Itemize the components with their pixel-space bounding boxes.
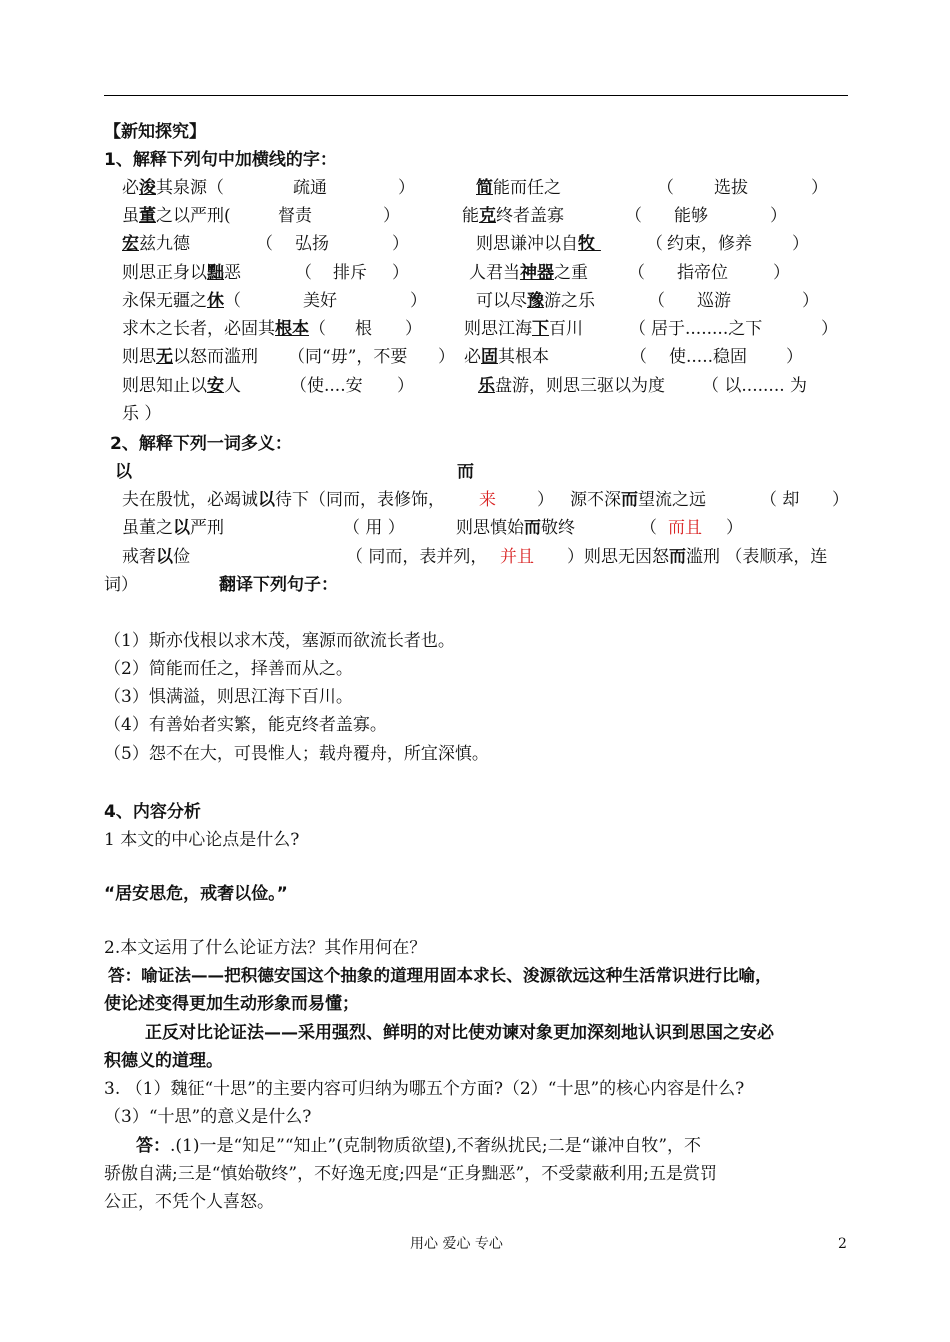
paren: ）	[392, 234, 409, 254]
q1-answer-11: 根	[355, 319, 372, 339]
paren: ）	[438, 347, 455, 367]
q1-answer-13: （同“毋”，不要	[288, 347, 408, 367]
q1-answer-3: 督责	[278, 206, 312, 226]
paren: ）	[786, 347, 803, 367]
paren: ）	[405, 319, 422, 339]
paren: ）	[773, 263, 790, 283]
paren: （	[630, 347, 647, 367]
q1-item-10: 可以尽豫游之乐	[476, 291, 595, 311]
q1-item-12: 则思江海下百川	[464, 319, 583, 339]
paren: （	[640, 518, 657, 538]
q1-title: 1、解释下列句中加横线的字：	[104, 150, 337, 170]
q1-answer-6: 约束，修养	[667, 234, 752, 254]
q2-row-1b: 源不深而望流之远	[570, 490, 706, 510]
q1-answer-7: 排斥	[333, 263, 367, 283]
q1-answer-9: 美好	[303, 291, 337, 311]
q4-ans2-line4: 积德义的道理。	[104, 1051, 223, 1071]
paren: ）	[832, 490, 849, 510]
q1-item-11: 求木之长者，必固其根本（	[122, 319, 326, 339]
q2-red-bingqie: 并且	[500, 547, 534, 567]
paren: ）	[537, 490, 554, 510]
paren: （	[295, 263, 312, 283]
q1-answer-12: 居于........之下	[651, 319, 763, 339]
footer-motto: 用心 爱心 专心	[410, 1236, 503, 1252]
paren: ）	[398, 178, 415, 198]
translation-5: （5）怨不在大，可畏惟人；载舟覆舟，所宜深慎。	[104, 744, 489, 764]
q1-item-8: 人君当神器之重	[469, 263, 588, 283]
q2-wrap: 词）	[104, 575, 138, 595]
header-rule	[104, 95, 848, 96]
q1-item-14: 必固其根本	[464, 347, 549, 367]
q1-item-7: 则思正身以黜恶	[122, 263, 241, 283]
q3-title: 翻译下列句子：	[219, 575, 338, 595]
q2-row-3b: ）则思无因怒而滥刑 （表顺承，连	[567, 547, 828, 567]
q4-ans2-line3: 正反对比论证法——采用强烈、鲜明的对比使劝谏对象更加深刻地认识到思国之安必	[145, 1023, 774, 1043]
q4-ans3-line1: 答：.(1)一是“知足”“知止”(克制物质欲望),不奢纵扰民;二是“谦冲自牧”，不	[136, 1136, 702, 1156]
q1-item-13: 则思无以怒而滥刑	[122, 347, 258, 367]
q1-item-2: 简能而任之	[476, 178, 561, 198]
q1-answer-14: 使.....稳固	[669, 347, 748, 367]
q1-answer-8: 指帝位	[677, 263, 728, 283]
paren: ）	[392, 263, 409, 283]
page-number: 2	[838, 1236, 847, 1252]
q1-answer-5: 弘扬	[295, 234, 329, 254]
q1-item-15: 则思知止以安人	[122, 376, 241, 396]
q4-ans3-line3: 公正，不凭个人喜怒。	[104, 1192, 274, 1212]
paren: ）	[383, 206, 400, 226]
q1-answer-1: 疏通	[293, 178, 327, 198]
section-heading: 【新知探究】	[104, 122, 206, 142]
q4-title: 4、内容分析	[104, 802, 201, 822]
paren: （	[628, 263, 645, 283]
q1-item-1: 必浚其泉源（	[122, 178, 224, 198]
paren: ）	[821, 319, 838, 339]
q2-col-yi: 以	[115, 462, 132, 482]
q2-row-3a: 戒奢以俭	[122, 547, 190, 567]
q1-answer-16: （ 以........ 为	[702, 376, 808, 396]
q4-ans2-line2: 使论述变得更加生动形象而易懂；	[104, 994, 359, 1014]
q1-answer-15: （使....安	[290, 376, 363, 396]
paren: ）	[410, 291, 427, 311]
q1-answer-4: 能够	[674, 206, 708, 226]
q1-item-6: 则思谦冲以自牧	[476, 234, 595, 254]
paren: （	[629, 319, 646, 339]
q2-answer-que: （ 却	[760, 490, 800, 510]
paren: ）	[726, 518, 743, 538]
q1-item-16: 乐盘游，则思三驱以为度	[478, 376, 665, 396]
q2-row-2b: 则思慎始而敬终	[456, 518, 575, 538]
q1-item-4: 能克终者盖寡	[462, 206, 564, 226]
q1-answer-10: 巡游	[697, 291, 731, 311]
paren: （	[648, 291, 665, 311]
paren: ）	[770, 206, 787, 226]
q1-item-3: 虽董之以严刑(	[122, 206, 231, 226]
q2-answer-yong: （ 用 ）	[343, 518, 405, 538]
paren: （	[256, 234, 273, 254]
paren: （	[646, 234, 663, 254]
paren: ）	[802, 291, 819, 311]
translation-3: （3）惧满溢，则思江海下百川。	[104, 687, 353, 707]
q1-item-5: 宏兹九德	[122, 234, 190, 254]
q1-answer-2: 选拔	[714, 178, 748, 198]
q1-wrap: 乐 ）	[122, 404, 162, 424]
q2-red-lai: 来	[479, 490, 496, 510]
q4-ans1: “居安思危，戒奢以俭。”	[104, 884, 288, 904]
paren: ）	[792, 234, 809, 254]
paren: ）	[397, 376, 414, 396]
translation-1: （1）斯亦伐根以求木茂，塞源而欲流长者也。	[104, 631, 455, 651]
paren: ）	[811, 178, 828, 198]
q2-row-1a: 夫在殷忧，必竭诚以待下（同而，表修饰，	[122, 490, 445, 510]
translation-4: （4）有善始者实繁，能克终者盖寡。	[104, 715, 387, 735]
paren: （	[657, 178, 674, 198]
q4-ans3-line2: 骄傲自满;三是“慎始敬终”，不好逸无度;四是“正身黜恶”，不受蒙蔽利用;五是赏罚	[104, 1164, 717, 1184]
q2-title: 2、解释下列一词多义：	[110, 434, 292, 454]
q4-sub2: 2.本文运用了什么论证方法？其作用何在？	[104, 938, 427, 958]
paren: （	[625, 206, 642, 226]
q4-sub1: 1 本文的中心论点是什么?	[104, 830, 300, 850]
q2-row-2a: 虽董之以严刑	[122, 518, 224, 538]
q4-sub3-line2: （3）“十思”的意义是什么?	[104, 1107, 312, 1127]
q4-sub3-line1: 3. （1）魏征“十思”的主要内容可归纳为哪五个方面?（2）“十思”的核心内容是什么?	[104, 1079, 745, 1099]
q2-col-er: 而	[457, 462, 474, 482]
translation-2: （2）简能而任之，择善而从之。	[104, 659, 353, 679]
q2-red-erqie: 而且	[668, 518, 702, 538]
q4-ans2-line1: 答：喻证法——把积德安国这个抽象的道理用固本求长、浚源欲远这种生活常识进行比喻，	[108, 966, 772, 985]
q2-answer-bl: （ 同而，表并列，	[346, 547, 488, 567]
q1-item-9: 永保无疆之休（	[122, 291, 241, 311]
